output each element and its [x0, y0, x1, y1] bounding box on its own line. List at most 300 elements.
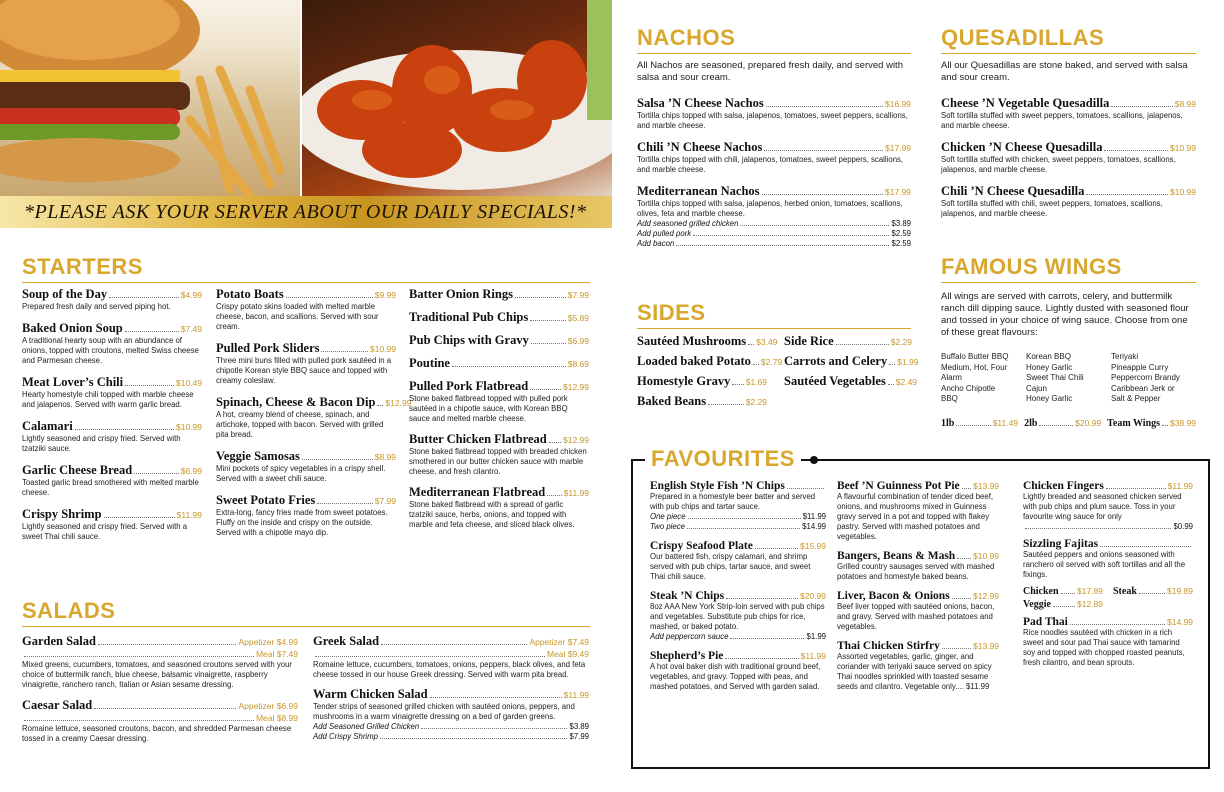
menu-item-row-meal [313, 649, 589, 660]
addon-label: Add pulled pork [637, 229, 692, 238]
dot-leader [726, 598, 798, 599]
menu-item-description: Tortilla chips topped with salsa, jalapenos, tomatoes, sweet peppers, scallions, and marble cheese. [637, 111, 908, 130]
fajita-price: $12.89 [1077, 599, 1103, 609]
dot-leader [1104, 150, 1168, 151]
dot-leader [24, 656, 254, 657]
daily-specials-banner: *PLEASE ASK YOUR SERVER ABOUT OUR DAILY SPECIALS!* [0, 196, 612, 228]
dot-leader [302, 459, 373, 460]
menu-item-price: $12.99 [563, 382, 589, 392]
menu-item-price-appetizer: Appetizer $7.49 [529, 637, 589, 647]
dot-leader [104, 517, 175, 518]
menu-item-description: Grilled country sausages served with mashed potatoes and homestyle baked beans. [837, 562, 995, 581]
menu-item-description: Mixed greens, cucumbers, tomatoes, and seasoned croutons served with your choice of buttermilk ranch, blue cheese, balsamic vinaigrette, raspberry vinaigrette, ranchero ranch, Italian or Asian sesame dressing. [22, 660, 292, 689]
dot-leader [762, 194, 883, 195]
menu-item-row [409, 432, 589, 447]
menu-item-row [837, 480, 999, 492]
dot-leader [125, 385, 174, 386]
starters-column-3 [409, 287, 589, 538]
dot-leader [547, 495, 561, 496]
fajita-prices [1023, 586, 1193, 610]
menu-item [1023, 480, 1193, 532]
menu-item-description: Extra-long, fancy fries made from sweet potatoes. Fluffy on the inside and crispy on the outside. Served with a chipotle mayo dip. [216, 508, 388, 537]
wing-flavours-column-1 [941, 352, 1026, 405]
menu-item-description: Tender strips of seasoned grilled chicken with sautéed onions, peppers, and mushrooms in a warm vinaigrette dressing on a bed of garden greens. [313, 702, 575, 721]
menu-item-price: $7.49 [180, 324, 202, 334]
menu-item-addon [650, 632, 826, 642]
dot-leader [753, 364, 759, 365]
dot-leader [1070, 624, 1165, 625]
menu-item [637, 394, 767, 409]
menu-item-name: Baked Beans [637, 394, 707, 408]
menu-item-name: Chicken Fingers [1023, 480, 1104, 492]
dot-leader [889, 364, 895, 365]
addon-price: $2.59 [891, 239, 911, 248]
menu-item-name: Garlic Cheese Bread [22, 463, 133, 477]
burger-illustration [0, 0, 300, 196]
menu-item-price: $2.79 [760, 357, 783, 367]
menu-item-price: $8.69 [567, 359, 589, 369]
dot-leader [730, 638, 804, 639]
menu-item-row [637, 394, 767, 409]
dot-leader [888, 384, 894, 385]
dot-leader [787, 488, 824, 489]
menu-item-name: Chili ’N Cheese Quesadilla [941, 184, 1085, 198]
dot-leader [315, 656, 545, 657]
menu-item-name: Mediterranean Flatbread [409, 485, 546, 499]
menu-item-price-appetizer: Appetizer $6.99 [238, 701, 298, 711]
dot-leader [836, 344, 889, 345]
salads-column-2 [313, 634, 589, 749]
menu-item-price: $12.99 [973, 591, 999, 601]
wing-flavour: Cajun [1026, 383, 1047, 393]
fajita-price: $19.89 [1167, 586, 1193, 596]
dot-leader [125, 331, 179, 332]
menu-item-price: $16.99 [885, 99, 911, 109]
wing-flavour: Korean BBQ [1026, 352, 1071, 361]
menu-item-row [784, 354, 919, 369]
menu-item [409, 379, 589, 424]
menu-item-price-meal: Meal $9.49 [546, 649, 589, 659]
menu-item-row [409, 310, 589, 325]
menu-item-name: Cheese ’N Vegetable Quesadilla [941, 96, 1110, 110]
addon-label: Add bacon [637, 239, 675, 248]
menu-item-row [409, 356, 589, 371]
menu-item [837, 590, 999, 632]
favourites-column-2 [837, 480, 999, 700]
dot-leader [75, 429, 174, 430]
dot-leader [1053, 606, 1075, 607]
menu-item-price: $6.99 [180, 466, 202, 476]
fajita-option [1023, 586, 1103, 597]
dot-leader [530, 320, 565, 321]
menu-item [22, 634, 298, 690]
starters-column-2 [216, 287, 412, 547]
dot-leader [1100, 546, 1191, 547]
menu-item-row-meal [22, 649, 298, 660]
dot-leader [755, 548, 798, 549]
menu-item-name: Traditional Pub Chips [409, 310, 529, 324]
menu-item [409, 432, 589, 477]
menu-item-price: $5.89 [567, 313, 589, 323]
wing-size [1024, 418, 1101, 429]
menu-item-row [409, 379, 589, 394]
sides-heading: SIDES [637, 300, 911, 329]
menu-item-description: Stone baked flatbread topped with pulled pork sautéed in a chipotle sauce, with Korean BBQ sauce and melted marble cheese. [409, 394, 568, 423]
menu-item-name: Warm Chicken Salad [313, 687, 428, 701]
dot-leader [380, 738, 567, 739]
dot-leader [740, 225, 889, 226]
menu-item [22, 698, 298, 744]
menu-item-row [941, 184, 1196, 199]
menu-item-name: Sweet Potato Fries [216, 493, 316, 507]
menu-item [22, 419, 202, 454]
menu-item-description: A hot oval baker dish with traditional ground beef, vegetables, and gravy. Topped with peas, and mashed potatoes, and Served with garden salad. [650, 662, 821, 691]
menu-item-price: $11.99 [176, 510, 202, 520]
addon-price: $3.89 [569, 722, 589, 731]
fajita-price: $17.89 [1077, 586, 1103, 596]
menu-item [216, 449, 396, 484]
menu-item-description: A flavourful combination of tender diced beef, onions, and mushrooms mixed in Guinness gravy served in a pot and topped with flakey pastry. Served with mashed potatoes and vegetables. [837, 492, 994, 541]
menu-item [22, 507, 202, 542]
menu-item-description: Prepared fresh daily and served piping hot. [22, 302, 171, 311]
menu-item-name: Butter Chicken Flatbread [409, 432, 547, 446]
wing-size-price: $11.49 [992, 418, 1019, 428]
menu-item-name: Pulled Pork Flatbread [409, 379, 529, 393]
menu-item-price: $11.99 [563, 488, 589, 498]
dot-leader [1025, 528, 1171, 529]
wing-flavour: Salt & Pepper [1111, 394, 1161, 403]
menu-item-row [941, 140, 1196, 155]
dot-leader [430, 697, 562, 698]
menu-item-description: Assorted vegetables, garlic, ginger, and coriander with teriyaki sauce served on spicy Thai noodles sprinkled with toasted sesame seeds and cilantro. Vegetable only.... $11.99 [837, 652, 992, 691]
menu-item-name: Shepherd’s Pie [650, 650, 724, 662]
menu-item-row [784, 374, 918, 389]
menu-item-row [22, 634, 298, 649]
wing-flavour: Honey Garlic [1026, 362, 1073, 372]
menu-item-name: Pub Chips with Gravy [409, 333, 529, 347]
menu-item-price: $14.99 [1167, 617, 1193, 627]
menu-item-price: $8.99 [374, 452, 396, 462]
menu-item-description: Lightly seasoned and crispy fried. Served with tzatziki sauce. [22, 434, 181, 453]
menu-item-name: Bangers, Beans & Mash [837, 550, 956, 562]
nachos-intro: All Nachos are seasoned, prepared fresh daily, and served with salsa and sour cream. [637, 60, 903, 83]
dot-leader [321, 351, 368, 352]
dot-leader [1061, 593, 1075, 594]
wing-size-label: 1lb [941, 418, 955, 429]
food-photo-banner [0, 0, 612, 196]
menu-item-name: Sautéed Mushrooms [637, 334, 747, 348]
dot-leader [515, 297, 566, 298]
fajita-label: Veggie [1023, 599, 1051, 610]
menu-item-price: $12.99 [385, 398, 412, 408]
dot-leader [1039, 425, 1073, 426]
menu-item-price: $7.99 [374, 496, 396, 506]
dot-leader [530, 389, 561, 390]
menu-item-row [1023, 480, 1193, 492]
wing-flavour: Ancho Chipotle [941, 383, 996, 393]
menu-item-name: Crispy Seafood Plate [650, 540, 753, 552]
dot-leader [1086, 194, 1168, 195]
starters-column-1 [22, 287, 202, 551]
menu-item-row [650, 590, 826, 602]
dot-leader [748, 344, 754, 345]
dot-leader [693, 235, 889, 236]
dot-leader [942, 648, 971, 649]
menu-item-row [313, 687, 589, 702]
menu-item-row [22, 375, 202, 390]
nachos-list [637, 96, 911, 258]
addon-price: $2.59 [891, 229, 911, 238]
addon-label: Add peppercorn sauce [650, 632, 729, 641]
menu-item-price-appetizer: Appetizer $4.99 [238, 637, 298, 647]
menu-item-description: Tortilla chips topped with chili, jalapenos, tomatoes, sweet peppers, scallions, and marble cheese. [637, 155, 904, 174]
menu-item [409, 356, 589, 371]
dot-leader [1111, 106, 1172, 107]
wing-flavours-column-3 [1111, 352, 1196, 405]
menu-item-row [313, 634, 589, 649]
menu-item [837, 640, 999, 692]
menu-item-row [22, 463, 202, 478]
menu-item [941, 184, 1196, 219]
dot-leader [687, 528, 800, 529]
menu-item-row [409, 333, 589, 348]
menu-item-row [216, 341, 396, 356]
quesadillas-heading: QUESADILLAS [941, 25, 1196, 54]
menu-item-row [650, 540, 826, 552]
dot-leader [688, 518, 801, 519]
wing-flavours [941, 352, 1196, 405]
dot-leader [764, 150, 883, 151]
menu-item-row [637, 184, 911, 199]
menu-item-price: $11.99 [563, 690, 589, 700]
dot-leader [952, 598, 971, 599]
menu-item [216, 287, 396, 332]
menu-item-row [637, 374, 767, 389]
menu-item-name: Beef ’N Guinness Pot Pie [837, 480, 960, 492]
menu-item [216, 395, 412, 440]
wing-size-price: $38.99 [1170, 418, 1197, 428]
menu-item-price: $10.99 [1170, 143, 1196, 153]
dot-leader [1139, 593, 1165, 594]
menu-item-price: $13.99 [973, 641, 999, 651]
menu-item-price: $15.99 [800, 541, 826, 551]
menu-item-price: $10.99 [973, 551, 999, 561]
menu-item-description: Lightly seasoned and crispy fried. Served with a sweet Thai chili sauce. [22, 522, 188, 541]
favourites-column-1 [650, 480, 826, 700]
menu-item-row [637, 96, 911, 111]
menu-item-price: $4.99 [180, 290, 202, 300]
menu-item [784, 354, 919, 369]
menu-item-price: $17.99 [885, 187, 911, 197]
menu-item-description: Tortilla chips topped with salsa, jalapenos, herbed onion, tomatoes, scallions, olives, feta and marble cheese. [637, 199, 903, 218]
menu-item-row [22, 321, 202, 336]
menu-item-row [216, 493, 396, 508]
menu-item [22, 375, 202, 410]
menu-item-row [837, 550, 999, 562]
menu-item-description: Hearty homestyle chili topped with marble cheese and jalapenos. Served with warm garlic bread. [22, 390, 194, 409]
menu-item-row [837, 640, 999, 652]
menu-item-row [409, 287, 589, 302]
menu-item-row-meal [22, 713, 298, 724]
dot-leader [962, 488, 971, 489]
fajita-option [1023, 599, 1103, 610]
wing-flavour: Medium, Hot, Four Alarm [941, 362, 1008, 382]
dot-leader [377, 405, 383, 406]
menu-item-row [22, 698, 298, 713]
dot-leader [98, 644, 236, 645]
menu-item [409, 287, 589, 302]
dot-leader [1162, 425, 1168, 426]
menu-item-description: Toasted garlic bread smothered with melted marble cheese. [22, 478, 199, 497]
wing-flavour: Teriyaki [1111, 352, 1139, 361]
addon-price: $11.99 [802, 512, 826, 521]
menu-item [22, 463, 202, 498]
favourites-dot [810, 456, 818, 464]
menu-item-description: Mini pockets of spicy vegetables in a crispy shell. Served with a sweet chili sauce. [216, 464, 386, 483]
menu-item [216, 493, 396, 538]
menu-item [1023, 538, 1193, 610]
menu-item-name: Loaded baked Potato [637, 354, 751, 368]
menu-item-description: A traditional hearty soup with an abundance of onions, topped with croutons, melted Swiss cheese and Parmesan cheese. [22, 336, 199, 365]
menu-item-description: Soft tortilla stuffed with sweet peppers, tomatoes, scallions, jalapenos, and marble cheese. [941, 111, 1183, 130]
menu-item-name: Sautéed Vegetables [784, 374, 886, 388]
menu-item-description: Romaine lettuce, seasoned croutons, bacon, and shredded Parmesan cheese tossed in a creamy Caesar dressing. [22, 724, 292, 743]
menu-item-row [216, 287, 396, 302]
menu-item-name: Side Rice [784, 334, 834, 348]
menu-item [409, 333, 589, 348]
menu-item-price: $8.99 [1174, 99, 1196, 109]
menu-item-price-meal: Meal $7.49 [255, 649, 298, 659]
addon-price: $3.89 [891, 219, 911, 228]
dot-leader [725, 658, 798, 659]
addon-label: Add Crispy Shrimp [313, 732, 378, 741]
menu-item-addon [1023, 522, 1193, 532]
menu-item-name: Batter Onion Rings [409, 287, 513, 301]
wing-size-price: $20.99 [1075, 418, 1102, 428]
addon-label: Two piece [650, 522, 685, 531]
menu-item-price: $17.99 [885, 143, 911, 153]
wing-size-label: Team Wings [1107, 418, 1161, 429]
menu-item [650, 590, 826, 642]
menu-item-addon [313, 722, 589, 732]
menu-item [409, 310, 589, 325]
wing-sizes [941, 418, 1196, 429]
dot-leader [956, 425, 990, 426]
menu-item [941, 96, 1196, 131]
menu-item-name: Salsa ’N Cheese Nachos [637, 96, 764, 110]
dot-leader [109, 297, 179, 298]
wing-flavour: Pineapple Curry [1111, 362, 1169, 372]
menu-item-row [650, 650, 826, 662]
fajita-label: Steak [1113, 586, 1137, 597]
menu-item [637, 374, 767, 389]
menu-item [313, 634, 589, 680]
menu-item-row [837, 590, 999, 602]
dot-leader [421, 728, 567, 729]
menu-item-row [637, 140, 911, 155]
dot-leader [766, 106, 883, 107]
menu-item [650, 650, 826, 692]
menu-item-description: Rice noodles sautéed with chicken in a rich sweet and sour pad Thai sauce with tamarind soy and topped with chopped roasted peanuts, fresh cilantro, and bean sprouts. [1023, 628, 1185, 667]
menu-item-description: Romaine lettuce, cucumbers, tomatoes, onions, peppers, black olives, and feta cheese tossed in our house Greek dressing. Served with warm pita bread. [313, 660, 586, 679]
menu-item-row [1023, 616, 1193, 628]
addon-label: Add seasoned grilled chicken [637, 219, 739, 228]
fajita-label: Chicken [1023, 586, 1059, 597]
menu-item-price: $10.99 [176, 422, 202, 432]
menu-item [637, 140, 911, 175]
addon-label: Add Seasoned Grilled Chicken [313, 722, 420, 731]
dot-leader [708, 404, 744, 405]
menu-item [637, 184, 911, 249]
fajita-option [1113, 586, 1193, 597]
dot-leader [531, 343, 566, 344]
menu-item-row [637, 334, 778, 349]
menu-item-description: Our battered fish, crispy calamari, and shrimp served with pub chips, tartar sauce, and sweet Thai chili sauce. [650, 552, 811, 581]
addon-price: $1.99 [806, 632, 826, 641]
wing-flavour: Honey Garlic [1026, 394, 1073, 403]
menu-item [216, 341, 396, 386]
menu-item-addon [637, 239, 911, 249]
nachos-heading: NACHOS [637, 25, 911, 54]
menu-item-price-meal: Meal $8.99 [255, 713, 298, 723]
wing-flavour: BBQ [941, 394, 958, 403]
menu-item [784, 334, 912, 349]
menu-item-name: Veggie Samosas [216, 449, 300, 463]
dot-leader [94, 708, 236, 709]
dot-leader [452, 366, 566, 367]
dot-leader [732, 384, 743, 385]
menu-item-description: A hot, creamy blend of cheese, spinach, and artichoke, topped with bacon. Served with grilled pita bread. [216, 410, 384, 439]
favourites-column-3 [1023, 480, 1193, 674]
starters-heading: STARTERS [22, 254, 590, 283]
quesadillas-list [941, 96, 1196, 228]
menu-item-name: Homestyle Gravy [637, 374, 731, 388]
menu-item-name: Meat Lover’s Chili [22, 375, 124, 389]
menu-item [22, 287, 202, 312]
menu-item [637, 96, 911, 131]
sides-column-1 [637, 334, 783, 414]
menu-item-name: Poutine [409, 356, 450, 370]
menu-item-row [22, 419, 202, 434]
menu-item-name: Caesar Salad [22, 698, 93, 712]
menu-item-price: $10.99 [1170, 187, 1196, 197]
menu-item-price: $2.49 [895, 377, 918, 387]
menu-item-name: Chili ’N Cheese Nachos [637, 140, 763, 154]
menu-item-price: $12.99 [563, 435, 589, 445]
menu-item-price: $1.99 [897, 357, 919, 367]
menu-item-price: $6.99 [567, 336, 589, 346]
wings-illustration [302, 0, 612, 196]
menu-item-name: Carrots and Celery [784, 354, 888, 368]
menu-item-name: Crispy Shrimp [22, 507, 102, 521]
menu-item-name: Greek Salad [313, 634, 380, 648]
menu-item-price: $20.99 [800, 591, 826, 601]
menu-item-price: $10.49 [176, 378, 202, 388]
menu-item-price: $9.99 [374, 290, 396, 300]
addon-label: One piece [650, 512, 686, 521]
menu-item-price: $2.29 [890, 337, 912, 347]
menu-item-name: Liver, Bacon & Onions [837, 590, 950, 602]
menu-item-description: Prepared in a homestyle beer batter and served with pub chips and tartar sauce. [650, 492, 816, 511]
menu-item [650, 480, 826, 532]
menu-item-name: Steak ’N Chips [650, 590, 725, 602]
dot-leader [549, 442, 561, 443]
menu-item-name: Soup of the Day [22, 287, 108, 301]
menu-item-row [637, 354, 783, 369]
menu-item-row [941, 96, 1196, 111]
menu-item-addon [650, 522, 826, 532]
menu-item-name: English Style Fish ’N Chips [650, 480, 785, 492]
